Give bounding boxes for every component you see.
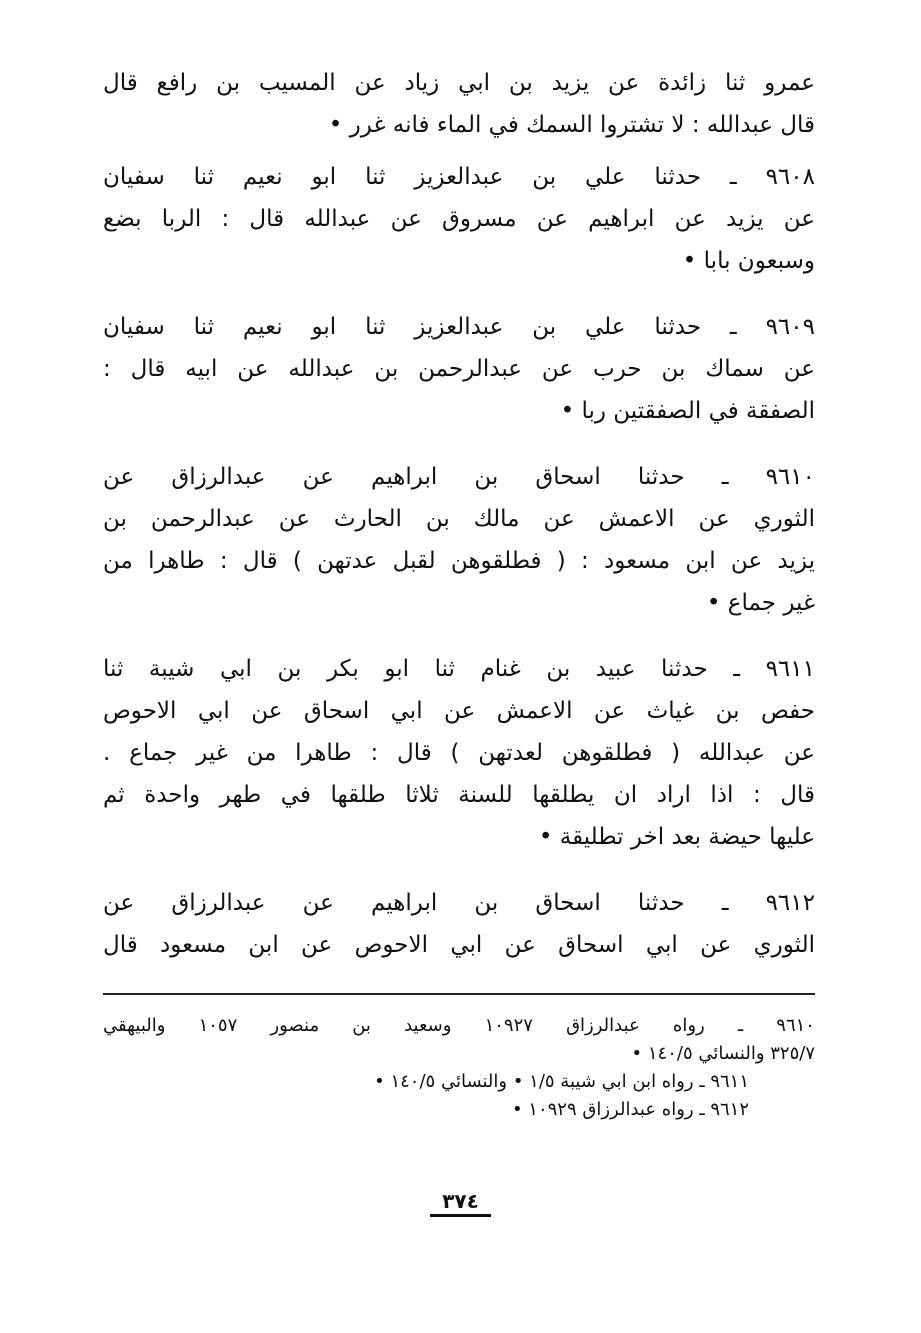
text-line: ٩٦٠٩ ـ حدثنا علي بن عبدالعزيز ثنا ابو نعيم ثنا سفيان	[103, 314, 815, 340]
text-line: ٩٦١١ ـ حدثنا عبيد بن غنام ثنا ابو بكر بن ابي شيبة ثنا	[103, 656, 815, 682]
text-line: قال : اذا اراد ان يطلقها للسنة ثلاثا طلقها في طهر واحدة ثم	[103, 782, 815, 808]
text-line: غير جماع •	[706, 590, 815, 616]
text-line: عن عبدالله ( فطلقوهن لعدتهن ) قال : طاهرا من غير جماع .	[103, 740, 815, 766]
hadith-9609	[103, 306, 815, 432]
text-line: قال عبدالله : لا تشتروا السمك في الماء فانه غرر •	[328, 112, 815, 138]
hadith-9611	[103, 648, 815, 858]
text-line: وسبعون بابا •	[682, 248, 815, 274]
text-line: حفص بن غياث عن الاعمش عن ابي اسحاق عن ابي الاحوص	[103, 698, 815, 724]
text-line: عن سماك بن حرب عن عبدالرحمن بن عبدالله عن ابيه قال :	[103, 356, 815, 382]
text-line: عليها حيضة بعد اخر تطليقة •	[538, 824, 815, 850]
footnote-9611: ٩٦١١ ـ رواه ابن ابي شيبة ١/٥ • والنسائي ١٤٠/٥ •	[374, 1071, 749, 1092]
text-line: الثوري عن ابي اسحاق عن ابي الاحوص عن ابن مسعود قال	[103, 932, 815, 958]
text-line: الثوري عن الاعمش عن مالك بن الحارث عن عبدالرحمن بن	[103, 506, 815, 532]
text-line: عن يزيد عن ابراهيم عن مسروق عن عبدالله قال : الربا بضع	[103, 206, 815, 232]
footnote-divider	[103, 993, 815, 995]
body-text	[103, 62, 815, 990]
text-line: ٩٦٠٨ ـ حدثنا علي بن عبدالعزيز ثنا ابو نعيم ثنا سفيان	[103, 164, 815, 190]
text-line: ٩٦١٠ ـ حدثنا اسحاق بن ابراهيم عن عبدالرزاق عن	[103, 464, 815, 490]
hadith-9612	[103, 882, 815, 966]
hadith-9608	[103, 156, 815, 282]
footnotes	[103, 1012, 815, 1124]
text-line: ٩٦١٢ ـ حدثنا اسحاق بن ابراهيم عن عبدالرزاق عن	[103, 890, 815, 916]
page-number	[0, 1188, 921, 1217]
footnote-9612: ٩٦١٢ ـ رواه عبدالرزاق ١٠٩٢٩ •	[511, 1099, 749, 1120]
text-line: الصفقة في الصفقتين ربا •	[560, 398, 815, 424]
paragraph-continuation	[103, 62, 815, 146]
hadith-9610	[103, 456, 815, 624]
text-line: يزيد عن ابن مسعود : ( فطلقوهن لقبل عدتهن ) قال : طاهرا من	[103, 548, 815, 574]
page-number-value: ٣٧٤	[430, 1188, 491, 1217]
text-line: عمرو ثنا زائدة عن يزيد بن ابي زياد عن المسيب بن رافع قال	[103, 70, 815, 96]
footnote-9610: ٩٦١٠ ـ رواه عبدالرزاق ١٠٩٢٧ وسعيد بن منصور ١٠٥٧ والبيهقي	[103, 1015, 815, 1036]
footnote-9610-continued: ٣٢٥/٧ والنسائي ١٤٠/٥ •	[631, 1043, 815, 1064]
